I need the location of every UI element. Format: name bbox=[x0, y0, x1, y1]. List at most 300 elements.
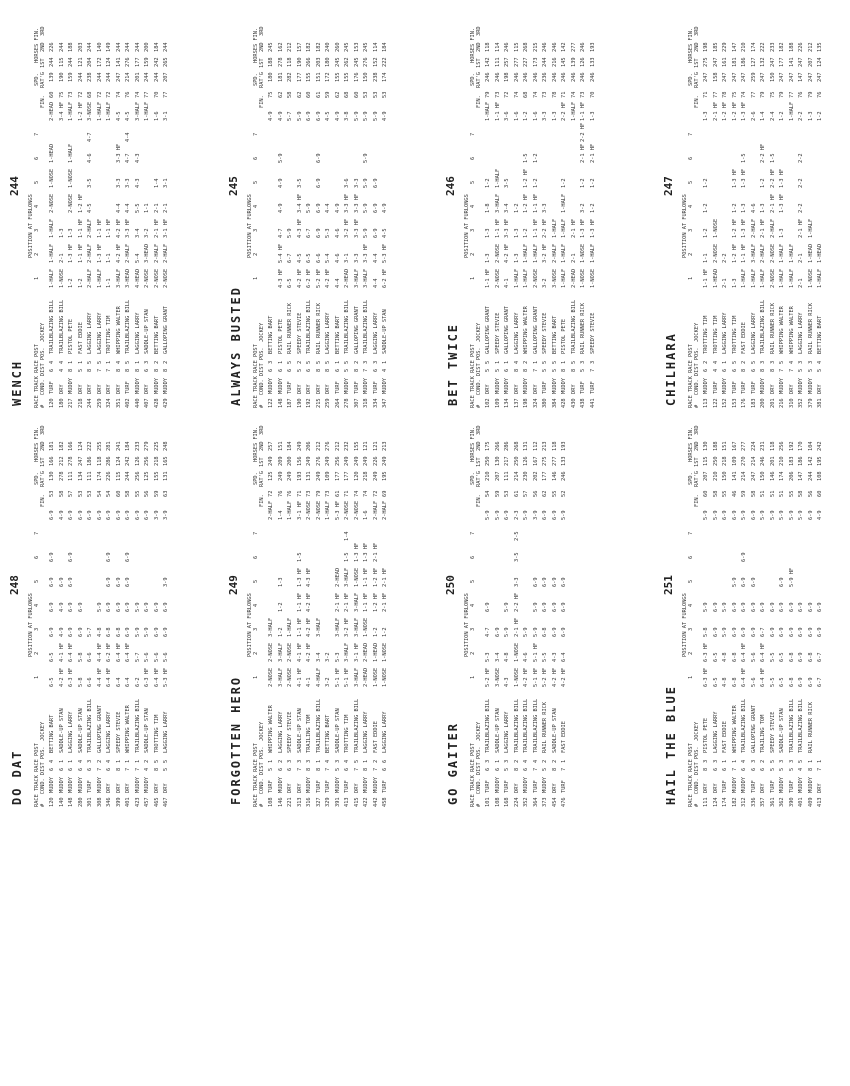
horse-name: CHILHARA bbox=[664, 332, 678, 406]
cell-jockey: BETTING BART bbox=[551, 315, 558, 354]
cell-p6 bbox=[503, 541, 513, 562]
table-row bbox=[296, 405, 306, 807]
header-place: 1ST bbox=[476, 58, 482, 68]
header-cond-dist: # COND. DIST POS. bbox=[259, 347, 265, 408]
cell-p3: 3-4 bbox=[134, 228, 141, 238]
cell-p3: 6-9 bbox=[807, 627, 814, 637]
cell-pos: 5 bbox=[96, 360, 103, 364]
cell-p3: 6-9 bbox=[779, 627, 785, 637]
cell-1st: 111 bbox=[68, 471, 74, 481]
cell-dist: 6 bbox=[58, 767, 65, 771]
cell-spd: 76 bbox=[277, 490, 284, 497]
cell-pos: 1 bbox=[382, 360, 388, 364]
cell-dist: 5 bbox=[344, 368, 350, 372]
cell-p4 bbox=[105, 188, 115, 213]
cell-jockey: TRAILBLAZING BILL bbox=[798, 698, 804, 753]
cell-2nd: 190 bbox=[296, 57, 303, 67]
header-furlong: 3 bbox=[253, 627, 259, 631]
table-row bbox=[740, 6, 750, 408]
cell-p4: 6-9 bbox=[163, 602, 169, 612]
cell-dist: 8 bbox=[115, 767, 122, 771]
cell-p4: 3-3 bbox=[542, 203, 548, 213]
cell-p5: 6-9 bbox=[741, 577, 747, 587]
cell-2nd: 256 bbox=[334, 456, 341, 466]
cell-dist: 6 bbox=[722, 368, 728, 372]
header-furlong: 4 bbox=[34, 204, 40, 208]
table-row bbox=[513, 6, 523, 408]
cell-1st: 195 bbox=[382, 471, 388, 481]
cell-p1: 4-HALF bbox=[315, 667, 322, 687]
cell-race: 215 bbox=[315, 398, 322, 408]
cell-1st: 226 bbox=[106, 471, 112, 481]
cell-p5: 1-HALF bbox=[494, 168, 501, 188]
cell-p1: 3-HEAD bbox=[125, 268, 131, 288]
cell-cond: MUDDY bbox=[134, 378, 141, 394]
cell-p3: 5-9 bbox=[504, 627, 510, 637]
cell-p4: 4-4 bbox=[125, 203, 131, 213]
cell-1st: 198 bbox=[504, 72, 510, 82]
cell-p2: 3-3 HF bbox=[363, 243, 369, 263]
cell-p4: 2-1 HF bbox=[334, 592, 341, 612]
cell-race: 310 bbox=[788, 398, 795, 408]
cell-race: 327 bbox=[315, 797, 322, 807]
cell-p7 bbox=[731, 520, 741, 541]
cell-p4: 2-NOSE bbox=[68, 193, 74, 213]
cell-p3: 5-8 bbox=[703, 627, 709, 637]
cell-2nd: 161 bbox=[722, 57, 728, 67]
cell-3rd: 244 bbox=[58, 42, 65, 52]
header-furlong: 7 bbox=[688, 132, 694, 136]
cell-1st: 159 bbox=[68, 72, 74, 82]
cell-p6 bbox=[267, 142, 277, 163]
cell-p1: 6-4 HF bbox=[153, 667, 160, 687]
cell-p3: 1-1 HF bbox=[96, 218, 103, 238]
cell-jockey: GALLOPING GRANT bbox=[353, 306, 360, 354]
cell-race: 201 bbox=[769, 398, 776, 408]
table-row bbox=[797, 405, 807, 807]
table-row bbox=[503, 6, 513, 408]
cell-spd: 73 bbox=[325, 490, 331, 497]
header-spd: SPD. bbox=[253, 73, 259, 86]
cell-race: 218 bbox=[77, 398, 84, 408]
cell-3rd: 242 bbox=[817, 441, 823, 451]
cell-race: 467 bbox=[163, 797, 169, 807]
horse-block-inner bbox=[6, 405, 196, 807]
cell-p4: 4-9 bbox=[58, 602, 65, 612]
cell-fin: 5-9 bbox=[485, 510, 491, 520]
cell-fin: 2-6 bbox=[750, 111, 757, 121]
cell-fin: 6-9 bbox=[750, 510, 757, 520]
cell-p5 bbox=[513, 163, 523, 188]
cell-3rd: 276 bbox=[325, 441, 331, 451]
cell-dist: 6 bbox=[494, 767, 501, 771]
cell-p6 bbox=[381, 142, 391, 163]
cell-spd: 58 bbox=[750, 490, 757, 497]
cell-p3: 6-7 bbox=[306, 228, 312, 238]
cell-race: 438 bbox=[580, 398, 586, 408]
header-horses-fin: HORSES FIN. bbox=[688, 27, 694, 63]
header-fin: FIN. bbox=[694, 494, 700, 507]
cell-dist: 8 bbox=[153, 767, 160, 771]
cell-fin: 2-HALF bbox=[268, 500, 274, 520]
cell-p5: 6-9 bbox=[49, 577, 55, 587]
cell-p3: 4-2 HF bbox=[115, 218, 122, 238]
header-ratg: RAT'G bbox=[694, 72, 700, 88]
cell-p6 bbox=[153, 142, 163, 163]
cell-p3: 6-9 bbox=[315, 228, 322, 238]
cell-p5 bbox=[286, 163, 296, 188]
cell-p2: 2-HALF bbox=[153, 243, 160, 263]
cell-dist: 6 bbox=[523, 767, 529, 771]
cell-spd: 75 bbox=[268, 91, 274, 98]
cell-p3: 1-HALF bbox=[287, 617, 293, 637]
cell-p2: 6-5 bbox=[712, 652, 719, 662]
cell-race: 465 bbox=[153, 797, 160, 807]
header-furlong: 3 bbox=[470, 228, 476, 232]
cell-race: 381 bbox=[817, 398, 823, 408]
cell-fin: 4-9 bbox=[277, 111, 284, 121]
cell-spd: 60 bbox=[817, 490, 823, 497]
cell-p5: 3-5 bbox=[504, 178, 510, 188]
cell-jockey: LAGGING LARRY bbox=[106, 711, 112, 753]
cell-p3: 2-1 HF bbox=[513, 617, 520, 637]
cell-2nd: 278 bbox=[277, 57, 284, 67]
cell-p3: 6-9 bbox=[712, 627, 719, 637]
cell-race: 148 bbox=[68, 797, 74, 807]
cell-p7 bbox=[353, 121, 363, 142]
cell-p6: 1-HEAD bbox=[49, 143, 55, 163]
cell-p5: 3-3 bbox=[353, 178, 360, 188]
cell-pos: 5 bbox=[344, 360, 350, 364]
cell-2nd: 186 bbox=[798, 456, 804, 466]
cell-spd: 68 bbox=[523, 91, 529, 98]
cell-1st: 150 bbox=[760, 471, 766, 481]
cell-p4 bbox=[712, 188, 722, 213]
cell-jockey: SADDLE-UP STAN bbox=[144, 309, 150, 354]
cell-2nd: 244 bbox=[49, 57, 55, 67]
cell-cond: DRY bbox=[760, 783, 766, 793]
horse-block bbox=[660, 405, 850, 807]
cell-jockey: TRAILBLAZING BILL bbox=[485, 698, 491, 753]
table-row bbox=[788, 6, 798, 408]
cell-p4: 6-9 bbox=[769, 602, 776, 612]
cell-jockey: SPEEDY STEVIE bbox=[542, 312, 548, 354]
cell-jockey: PISTOL PETE bbox=[277, 318, 284, 354]
cell-race: 364 bbox=[532, 797, 539, 807]
cell-1st: 246 bbox=[532, 72, 539, 82]
cell-p3: 4-5 bbox=[382, 228, 388, 238]
cell-dist: 8 bbox=[306, 767, 312, 771]
cell-1st: 177 bbox=[334, 471, 341, 481]
cell-jockey: SADDLE-UP STAN bbox=[334, 708, 341, 753]
cell-1st: 146 bbox=[551, 471, 558, 481]
cell-2nd: 142 bbox=[807, 456, 814, 466]
cell-pos: 1 bbox=[561, 759, 567, 763]
cell-p1: 1-1 bbox=[106, 278, 112, 288]
header-furlong: 7 bbox=[688, 531, 694, 535]
cell-race: 458 bbox=[382, 797, 388, 807]
cell-p2: 4-2 HF bbox=[115, 243, 122, 263]
table-row bbox=[315, 405, 325, 807]
cell-p1: 3-HALF bbox=[115, 268, 122, 288]
cell-2nd: 156 bbox=[296, 456, 303, 466]
cell-p6 bbox=[96, 142, 106, 163]
cell-3rd: 281 bbox=[106, 441, 112, 451]
cell-3rd: 193 bbox=[561, 441, 567, 451]
cell-race: 457 bbox=[144, 797, 150, 807]
cell-pos: 3 bbox=[268, 360, 274, 364]
table-row bbox=[731, 6, 741, 408]
cell-p4: 4-2 HF bbox=[306, 592, 312, 612]
cell-spd: 60 bbox=[49, 91, 55, 98]
cell-p1: 2-1 bbox=[722, 278, 728, 288]
performance-table bbox=[267, 405, 391, 807]
cell-p7 bbox=[77, 520, 87, 541]
cell-p6 bbox=[513, 142, 523, 163]
cell-p1: 6-3 HF bbox=[703, 667, 709, 687]
cell-p4 bbox=[807, 188, 817, 213]
cell-dist: 6 bbox=[760, 767, 766, 771]
cell-p3: 6-9 bbox=[561, 627, 567, 637]
cell-dist: 7 bbox=[532, 368, 539, 372]
cell-dist: 8 bbox=[523, 368, 529, 372]
cell-p6: 2-1 HF bbox=[589, 143, 596, 163]
cell-spd: 73 bbox=[580, 91, 586, 98]
cell-p5 bbox=[702, 562, 712, 587]
cell-1st: 236 bbox=[542, 72, 548, 82]
horse-block-inner bbox=[660, 405, 850, 807]
cell-spd: 59 bbox=[494, 490, 501, 497]
header-fin: FIN. bbox=[259, 95, 265, 108]
cell-3rd: 124 bbox=[77, 441, 84, 451]
cell-p4: 3-HALF bbox=[494, 193, 501, 213]
header-furlong: 4 bbox=[34, 603, 40, 607]
cell-p6 bbox=[816, 541, 826, 562]
cell-pos: 5 bbox=[87, 360, 93, 364]
table-row bbox=[816, 6, 826, 408]
cell-spd: 73 bbox=[494, 91, 501, 98]
cell-spd: 53 bbox=[382, 91, 388, 98]
cell-p6 bbox=[778, 541, 788, 562]
header-position: POSITION AT FURLONGS bbox=[682, 194, 688, 258]
cell-p2: 4-2 HF bbox=[504, 243, 510, 263]
cell-p7 bbox=[759, 121, 769, 142]
cell-p4: 1-2 bbox=[589, 203, 596, 213]
cell-p7 bbox=[305, 520, 315, 541]
horse-block bbox=[225, 405, 415, 807]
cell-fin: 1-HALF bbox=[325, 500, 331, 520]
cell-p4: 1-2 HF bbox=[77, 193, 84, 213]
cell-1st: 246 bbox=[523, 72, 529, 82]
cell-spd: 63 bbox=[163, 490, 169, 497]
header-furlong: 7 bbox=[253, 531, 259, 535]
cell-fin: 5-9 bbox=[741, 510, 747, 520]
cell-p6: 2-2 bbox=[798, 153, 804, 163]
cell-p5: 1-2 HF bbox=[523, 168, 529, 188]
cell-p5: 1-NOSE bbox=[49, 168, 55, 188]
cell-p3: 5-9 bbox=[134, 627, 141, 637]
cell-2nd: 245 bbox=[353, 57, 360, 67]
cell-p1: 6-5 bbox=[49, 677, 55, 687]
cell-p4: 1-2 bbox=[513, 203, 520, 213]
cell-p7 bbox=[551, 121, 561, 142]
header-cond-dist: # COND. DIST POS. bbox=[259, 746, 265, 807]
header-race-track: RACE TRACK RACE POST bbox=[253, 344, 259, 408]
cell-3rd: 188 bbox=[68, 42, 74, 52]
cell-race: 361 bbox=[769, 797, 776, 807]
header-furlong: 1 bbox=[253, 276, 259, 280]
cell-spd: 74 bbox=[363, 490, 369, 497]
cell-3rd: 114 bbox=[494, 42, 501, 52]
cell-pos: 2 bbox=[523, 360, 529, 364]
cell-p4: 6-9 bbox=[49, 602, 55, 612]
cell-fin: 6-9 bbox=[106, 510, 112, 520]
header-place: 2ND bbox=[259, 441, 265, 451]
table-row bbox=[153, 6, 163, 408]
cell-1st: 181 bbox=[277, 72, 284, 82]
cell-3rd: 213 bbox=[382, 441, 388, 451]
cell-p2: 5-3 bbox=[485, 652, 491, 662]
cell-fin: 1-HALF bbox=[287, 500, 293, 520]
cell-2nd: 200 bbox=[287, 456, 293, 466]
cell-pos: 4 bbox=[817, 360, 823, 364]
cell-1st: 176 bbox=[353, 72, 360, 82]
cell-fin: 6-9 bbox=[144, 510, 150, 520]
cell-p2: 6-8 bbox=[731, 652, 738, 662]
cell-3rd: 112 bbox=[532, 441, 539, 451]
cell-p3: 3-3 HF bbox=[504, 218, 510, 238]
cell-3rd: 184 bbox=[287, 441, 293, 451]
cell-p5: 6-9 bbox=[779, 577, 785, 587]
cell-p2 bbox=[267, 238, 277, 263]
cell-1st: 190 bbox=[58, 72, 65, 82]
table-row bbox=[267, 6, 277, 408]
header-ratg: RAT'G bbox=[259, 72, 265, 88]
cell-p5 bbox=[58, 163, 68, 188]
cell-p6: 4-6 bbox=[87, 153, 93, 163]
table-row bbox=[134, 6, 144, 408]
cell-p6 bbox=[353, 142, 363, 163]
cell-p4: 3-4 HF bbox=[296, 193, 303, 213]
cell-pos: 1 bbox=[363, 759, 369, 763]
cell-pos: 5 bbox=[798, 759, 804, 763]
cell-1st: 244 bbox=[144, 72, 150, 82]
cell-dist: 7 bbox=[788, 368, 795, 372]
cell-cond: MUDDY bbox=[779, 378, 785, 394]
cell-p3: 4-2 HF bbox=[306, 617, 312, 637]
cell-2nd: 250 bbox=[712, 456, 719, 466]
cell-dist: 7 bbox=[817, 767, 823, 771]
horse-block-rotated bbox=[660, 6, 850, 408]
cell-p2: 6-8 bbox=[788, 652, 795, 662]
cell-fin: 3-HALF bbox=[134, 101, 141, 121]
cell-p3: 5-9 bbox=[523, 627, 529, 637]
cell-cond: DRY bbox=[296, 783, 303, 793]
cell-3rd: 248 bbox=[163, 441, 169, 451]
cell-spd: 71 bbox=[561, 91, 567, 98]
cell-p3: 4-6 bbox=[334, 228, 341, 238]
cell-p4 bbox=[522, 587, 532, 612]
cell-p1: 1-HALF bbox=[750, 268, 757, 288]
cell-fin: 1-HALF bbox=[96, 101, 103, 121]
cell-p3: 1-2 bbox=[703, 228, 709, 238]
cell-p1: 3-2 bbox=[325, 677, 331, 687]
cell-p2: 1-HALF bbox=[589, 243, 596, 263]
cell-dist: 8 bbox=[315, 767, 322, 771]
cell-p1: 4-2 HF bbox=[523, 667, 529, 687]
horse-name: DO DAT bbox=[10, 749, 24, 805]
cell-spd: 58 bbox=[287, 91, 293, 98]
cell-p4: 1-2 bbox=[703, 203, 709, 213]
cell-p3: 1-3 bbox=[485, 228, 491, 238]
cell-p3: 1-3 HF bbox=[589, 218, 596, 238]
cell-dist: 8 bbox=[769, 368, 776, 372]
horse-name: GO GAITER bbox=[446, 721, 460, 805]
cell-p2: 3-1 HF bbox=[353, 642, 360, 662]
cell-p1: 6-2 bbox=[134, 677, 141, 687]
cell-p2: 2-HALF bbox=[87, 243, 93, 263]
cell-p7: 2-2 HF bbox=[580, 122, 586, 142]
cell-p1: 5-6 bbox=[750, 677, 757, 687]
cell-3rd: 149 bbox=[106, 42, 112, 52]
cell-race: 259 bbox=[325, 398, 331, 408]
cell-2nd: 249 bbox=[268, 456, 274, 466]
header-race-track: RACE TRACK RACE POST bbox=[470, 344, 476, 408]
table-row bbox=[522, 405, 532, 807]
cell-p2: 2-NOSE bbox=[268, 642, 274, 662]
cell-3rd: 181 bbox=[49, 441, 55, 451]
cell-p7 bbox=[67, 121, 77, 142]
cell-cond: DRY bbox=[306, 384, 312, 394]
header-spd: SPD. bbox=[688, 472, 694, 485]
cell-spd: 62 bbox=[296, 91, 303, 98]
cell-p5 bbox=[96, 562, 106, 587]
cell-dist: 8 bbox=[153, 368, 160, 372]
cell-p3: 6-9 bbox=[750, 627, 757, 637]
cell-p6 bbox=[315, 541, 325, 562]
header-jockey: JOCKEY bbox=[476, 721, 482, 741]
cell-jockey: GALLOPING GRANT bbox=[750, 705, 757, 753]
cell-race: 216 bbox=[779, 398, 785, 408]
header-furlong: 7 bbox=[34, 531, 40, 535]
cell-p6 bbox=[77, 541, 87, 562]
cell-spd: 53 bbox=[504, 490, 510, 497]
cell-spd: 71 bbox=[703, 91, 709, 98]
cell-race: 352 bbox=[798, 398, 804, 408]
cell-p6 bbox=[570, 142, 580, 163]
table-row bbox=[58, 6, 68, 408]
cell-pos: 2 bbox=[551, 759, 558, 763]
cell-jockey: LAGGING LARRY bbox=[134, 312, 141, 354]
cell-pos: 3 bbox=[87, 759, 93, 763]
cell-spd: 58 bbox=[125, 490, 131, 497]
header-furlong: 3 bbox=[688, 228, 694, 232]
cell-p5 bbox=[267, 562, 277, 587]
cell-pos: 4 bbox=[741, 759, 747, 763]
cell-dist: 7 bbox=[779, 368, 785, 372]
cell-3rd: 135 bbox=[817, 42, 823, 52]
cell-p1: 1-HALF bbox=[96, 268, 103, 288]
cell-p7 bbox=[740, 520, 750, 541]
cell-p4 bbox=[551, 188, 561, 213]
cell-p1: 1-HALF bbox=[561, 268, 567, 288]
cell-p6 bbox=[797, 541, 807, 562]
cell-race: 413 bbox=[817, 797, 823, 807]
cell-p2: 2-1 bbox=[570, 253, 577, 263]
cell-p4: 5-9 bbox=[363, 203, 369, 213]
cell-p3: 1-1 HF bbox=[494, 218, 501, 238]
cell-1st: 177 bbox=[296, 72, 303, 82]
